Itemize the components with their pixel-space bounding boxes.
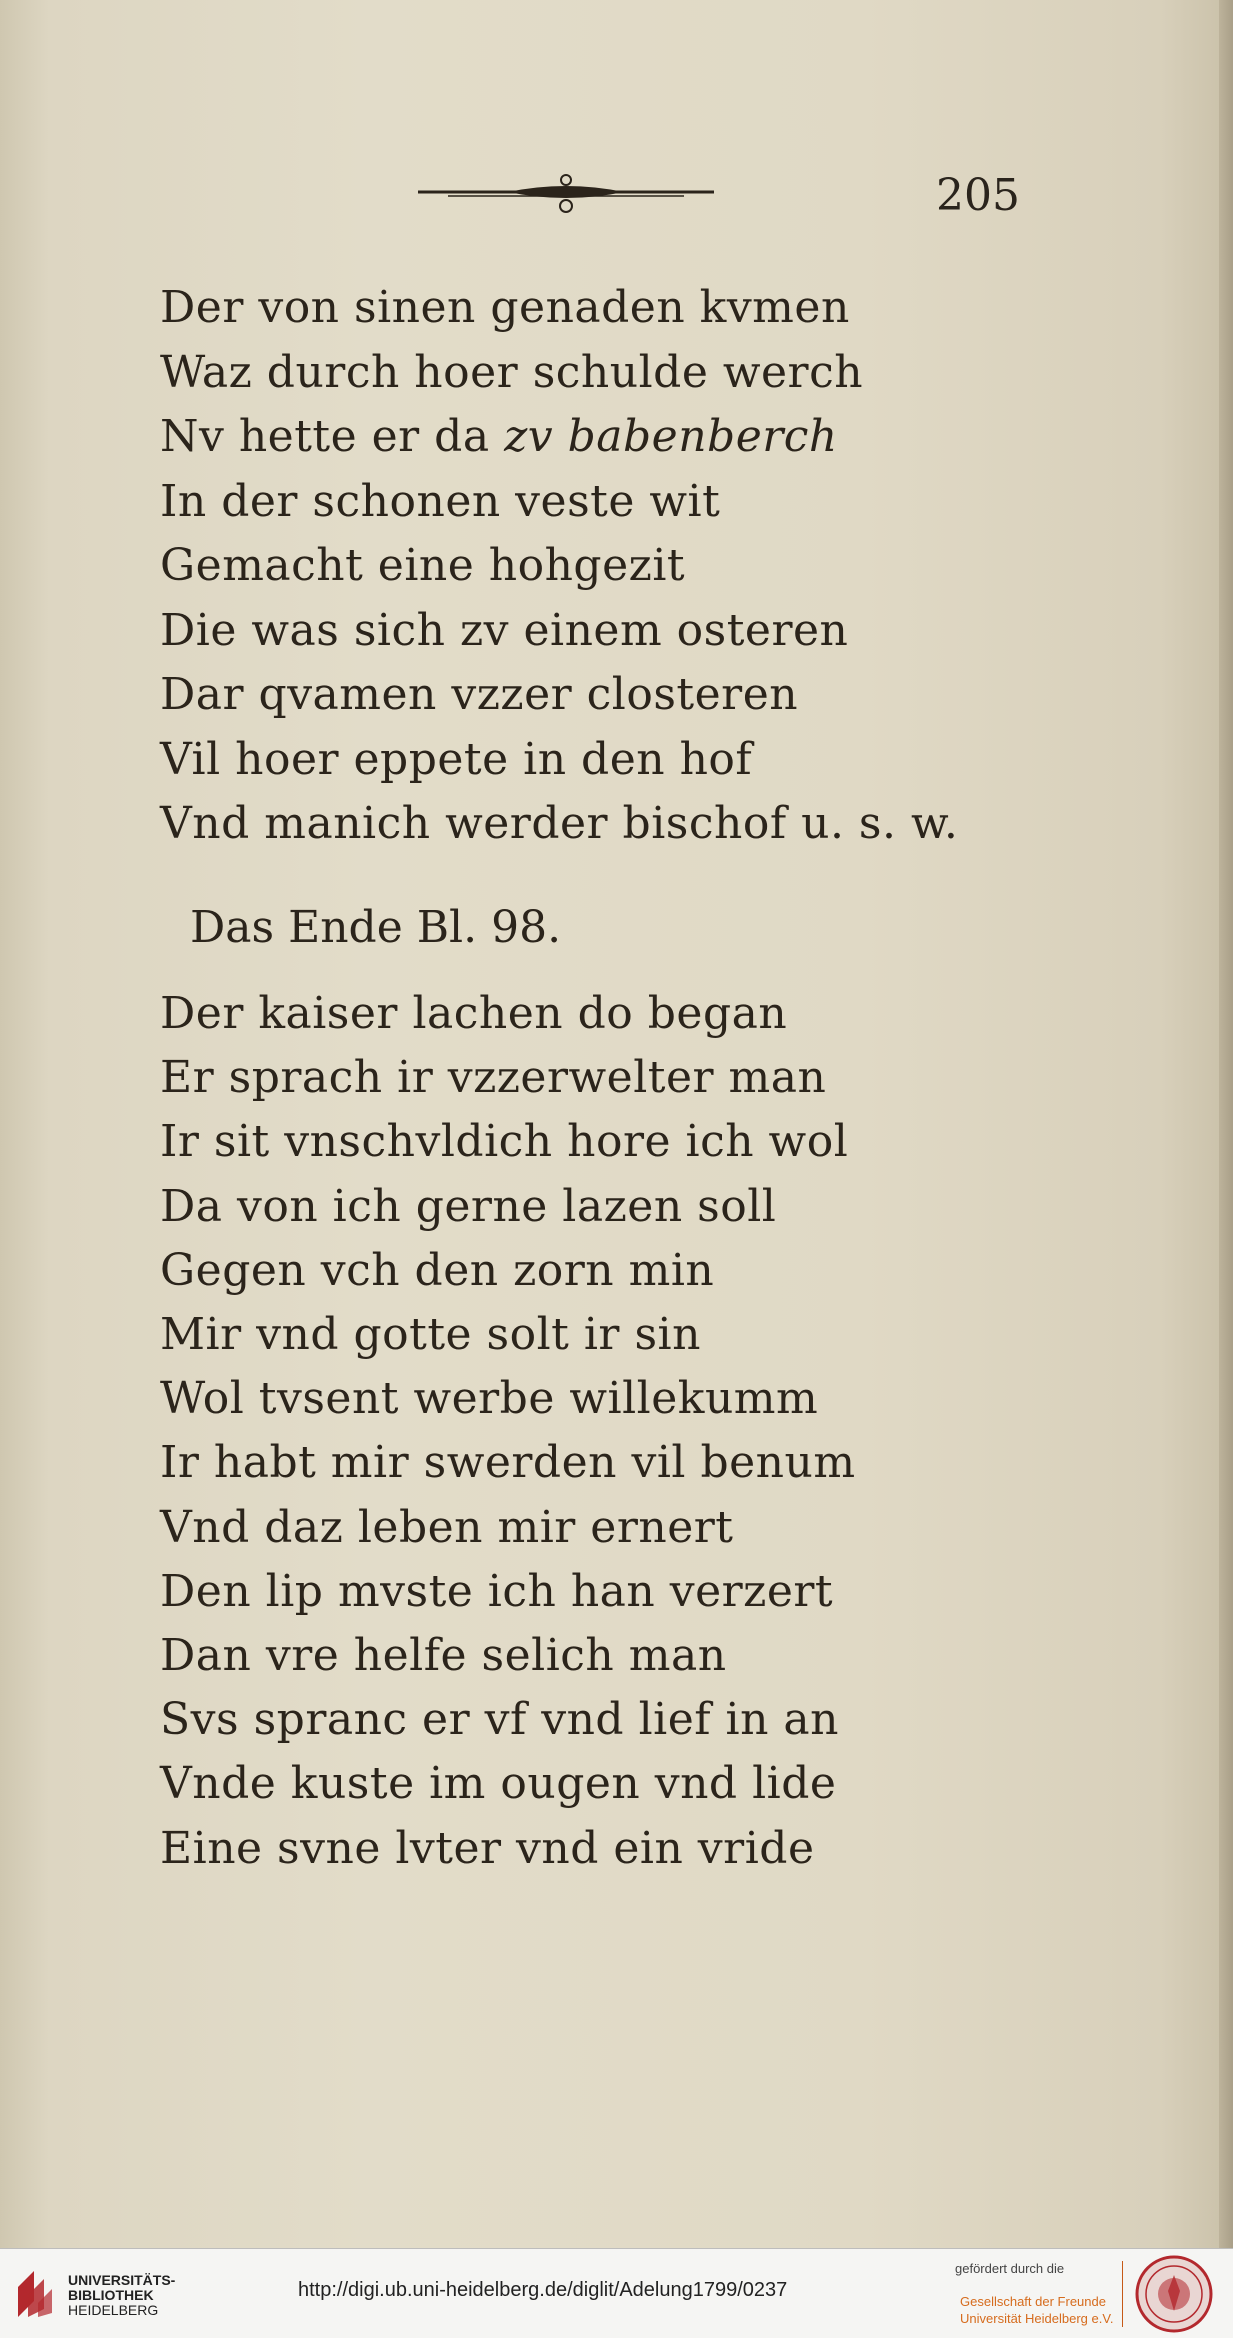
sponsor-name-line: Gesellschaft der Freunde [960, 2294, 1106, 2309]
university-seal-icon [1135, 2255, 1213, 2333]
footer-divider [1122, 2261, 1123, 2327]
verse-text-span: Mir vnd gotte solt ir sin [160, 1309, 701, 1360]
verse-line [160, 407, 838, 467]
verse-text-span: Gegen vch den zorn min [160, 1244, 715, 1296]
verse-line [160, 472, 720, 532]
verse-text-span: Die was sich zv einem osteren [160, 604, 849, 656]
permalink-url[interactable]: http://digi.ub.uni-heidelberg.de/diglit/Adelung1799/0237 [298, 2279, 788, 2301]
verse-line [160, 794, 958, 854]
verse-text-span: Nv hette er da [160, 411, 505, 462]
verse-text-span: Vnd daz leben mir ernert [160, 1501, 734, 1553]
verse-line [160, 1498, 733, 1558]
verse-text-span: Ir habt mir swerden vil benum [160, 1437, 856, 1489]
sponsor-label: gefördert durch die [955, 2261, 1065, 2276]
sponsor-name-line: Universität Heidelberg e.V. [960, 2311, 1114, 2326]
verse-text-span: Den lip mvste ich han verzert [160, 1565, 834, 1617]
footer-bar [0, 2248, 1233, 2338]
verse-line [160, 278, 850, 338]
verse-text-span: Der kaiser lachen do began [160, 988, 788, 1039]
verse-line [160, 1754, 836, 1814]
verse-text-span: Waz durch hoer schulde werch [160, 346, 864, 398]
library-name-line: UNIVERSITÄTS- [68, 2272, 176, 2288]
verse-text-span: Dar qvamen vzzer closteren [160, 669, 799, 720]
library-name-line: HEIDELBERG [68, 2302, 159, 2318]
verse-text-span: Ir sit vnschvldich hore ich wol [160, 1116, 849, 1168]
section-heading: Das Ende Bl. 98. [190, 902, 562, 953]
verse-line [160, 343, 863, 403]
page-edge [1219, 0, 1233, 2248]
verse-line [160, 1819, 814, 1879]
page-number: 205 [936, 170, 1020, 221]
verse-line [160, 984, 787, 1044]
verse-line [160, 536, 685, 596]
verse-line [160, 1433, 856, 1493]
verse-line [160, 601, 848, 661]
verse-text-span: Dan vre helfe selich man [160, 1630, 727, 1681]
university-library-logo-icon[interactable] [14, 2267, 54, 2321]
verse-text-span: Da von ich gerne lazen soll [160, 1180, 777, 1232]
verse-text-span: Eine svne lvter vnd ein vride [160, 1822, 815, 1874]
sponsor-name[interactable] [960, 2293, 1113, 2327]
verse-line [160, 1562, 833, 1622]
verse-line [160, 1177, 776, 1237]
verse-line [160, 1369, 818, 1429]
verse-text-span: Svs spranc er vf vnd lief in an [160, 1694, 840, 1746]
verse-text-span: Wol tvsent werbe willekumm [160, 1373, 819, 1425]
verse-text-span: Gemacht eine hohgezit [160, 540, 686, 591]
verse-text-span: Vnde kuste im ougen vnd lide [160, 1758, 837, 1810]
verse-line [160, 1241, 714, 1301]
verse-line [160, 1690, 839, 1750]
verse-text-span: Vil hoer eppete in den hof [160, 733, 753, 785]
verse-line [160, 730, 752, 790]
verse-line [160, 1305, 701, 1365]
verse-text-span: Er sprach ir vzzerwelter man [160, 1052, 827, 1104]
verse-italic-span: zv babenberch [504, 411, 838, 462]
verse-text-span: Vnd manich werder bischof u. s. w. [160, 798, 959, 849]
library-name[interactable] [68, 2273, 175, 2318]
verse-line [160, 665, 798, 725]
verse-line [160, 1626, 727, 1686]
verse-text-span: In der schonen veste wit [160, 475, 721, 527]
verse-line [160, 1112, 848, 1172]
library-name-line: BIBLIOTHEK [68, 2287, 154, 2303]
verse-line [160, 1048, 826, 1108]
verse-text-span: Der von sinen genaden kvmen [160, 282, 850, 333]
